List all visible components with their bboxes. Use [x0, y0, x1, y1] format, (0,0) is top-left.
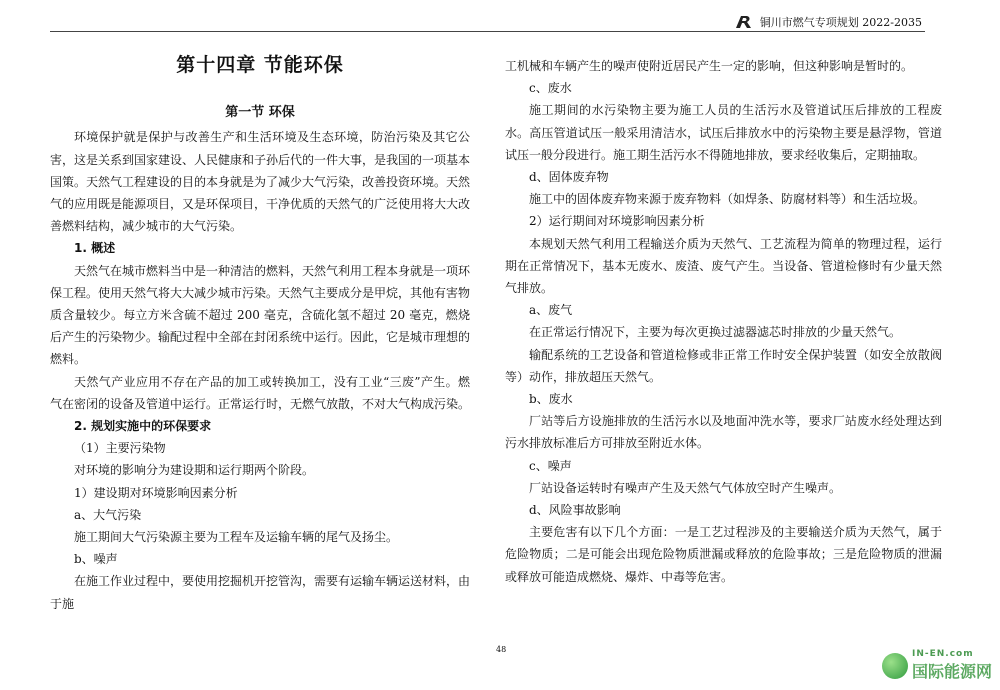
wastewater-heading: c、废水	[529, 81, 572, 96]
watermark-text	[912, 649, 992, 682]
right-column	[505, 55, 942, 588]
risk-heading: d、风险事故影响	[529, 503, 621, 518]
intro-paragraph: 环境保护就是保护与改善生产和生活环境及生态环境，防治污染及其它公害，这是关系到国家建设、人民健康和子孙后代的一件大事，是我国的一项基本国策。天然气工程建设的目的本身就是为了减少大气污染，改善投资环境。天然气的应用既是能源项目，又是环保项目，干净优质的天然气的广泛使用将大大改善燃料结构，减少城市的大气污染。	[50, 130, 471, 234]
solid-waste-heading: d、固体废弃物	[529, 170, 609, 185]
waste-gas-heading: a、废气	[529, 303, 573, 318]
noise-text: 在施工作业过程中，要使用挖掘机开挖管沟，需要有运输车辆运送材料，由于施	[50, 574, 471, 611]
logo-icon	[734, 14, 754, 30]
risk-text: 主要危害有以下几个方面：一是工艺过程涉及的主要输送介质为天然气，属于危险物质；二是可能会出现危险物质泄漏或释放的危险事故；三是危险物质的泄漏或释放可能造成燃烧、爆炸、中毒等危害。	[505, 525, 942, 584]
overview-paragraph-2: 天然气产业应用不存在产品的加工或转换加工，没有工业“三废”产生。燃气在密闭的设备及管道中运行。正常运行时，无燃气放散，不对大气构成污染。	[50, 374, 471, 411]
operation-factors-heading: 2）运行期间对环境影响因素分析	[529, 214, 705, 229]
op-noise-text: 厂站设备运转时有噪声产生及天然气气体放空时产生噪声。	[529, 480, 842, 495]
overview-paragraph-1: 天然气在城市燃料当中是一种清洁的燃料，天然气利用工程本身就是一项环保工程。使用天然气将大大减少城市污染。天然气主要成分是甲烷，其他有害物质含量较少。每立方米含硫不超过 200 毫克，含硫化氢不超过 20 毫克，燃烧后产生的污染物少。输配过程中全部在封闭系统中运行。因此，它是城市理想的燃料。	[50, 263, 471, 367]
operation-text: 本规划天然气利用工程输送介质为天然气、工艺流程为简单的物理过程，运行期在正常情况下，基本无废水、废渣、废气产生。当设备、管道检修时有少量天然气排放。	[505, 236, 942, 296]
op-wastewater-text: 厂站等后方设施排放的生活污水以及地面冲洗水等，要求厂站废水经处理达到污水排放标准后方可排放至附近水体。	[505, 414, 942, 451]
left-column	[50, 40, 470, 615]
watermark-brand: 国际能源网	[911, 662, 992, 681]
globe-icon	[882, 653, 908, 679]
chapter-title: 第十四章 节能环保	[176, 54, 344, 76]
solid-waste-text: 施工中的固体废弃物来源于废弃物料（如焊条、防腐材料等）和生活垃圾。	[529, 192, 926, 207]
noise-heading: b、噪声	[74, 552, 118, 567]
waste-gas-text-1: 在正常运行情况下，主要为每次更换过滤器滤芯时排放的少量天然气。	[529, 325, 902, 340]
air-pollution-text: 施工期间大气污染源主要为工程车及运输车辆的尾气及扬尘。	[74, 530, 399, 545]
air-pollution-heading: a、大气污染	[74, 507, 142, 522]
watermark-domain: IN-EN.com	[911, 649, 974, 659]
heading-plan-requirements: 2. 规划实施中的环保要求	[74, 419, 212, 434]
op-wastewater-heading: b、废水	[529, 392, 573, 407]
op-noise-heading: c、噪声	[529, 458, 572, 473]
header-rule	[50, 31, 925, 32]
watermark	[882, 649, 992, 682]
construction-factors-heading: 1）建设期对环境影响因素分析	[74, 485, 238, 500]
noise-text-continued: 工机械和车辆产生的噪声使附近居民产生一定的影响，但这种影响是暂时的。	[505, 59, 914, 73]
impact-split-text: 对环境的影响分为建设期和运行期两个阶段。	[74, 463, 315, 478]
main-pollutants-heading: （1）主要污染物	[74, 441, 166, 456]
page-header	[734, 14, 922, 30]
wastewater-text: 施工期间的水污染物主要为施工人员的生活污水及管道试压后排放的工程废水。高压管道试压一般采用清洁水，试压后排放水中的污染物主要是悬浮物，管道试压一般分段进行。施工期生活污水不得随地排放，要求经收集后，定期抽取。	[505, 103, 942, 162]
waste-gas-text-2: 输配系统的工艺设备和管道检修或非正常工作时安全保护装置（如安全放散阀等）动作，排放超压天然气。	[505, 347, 942, 384]
header-title: 铜川市燃气专项规划 2022-2035	[759, 16, 922, 29]
page-number: 48	[496, 645, 507, 654]
section-title: 第一节 环保	[225, 105, 295, 121]
heading-overview: 1. 概述	[74, 241, 116, 256]
